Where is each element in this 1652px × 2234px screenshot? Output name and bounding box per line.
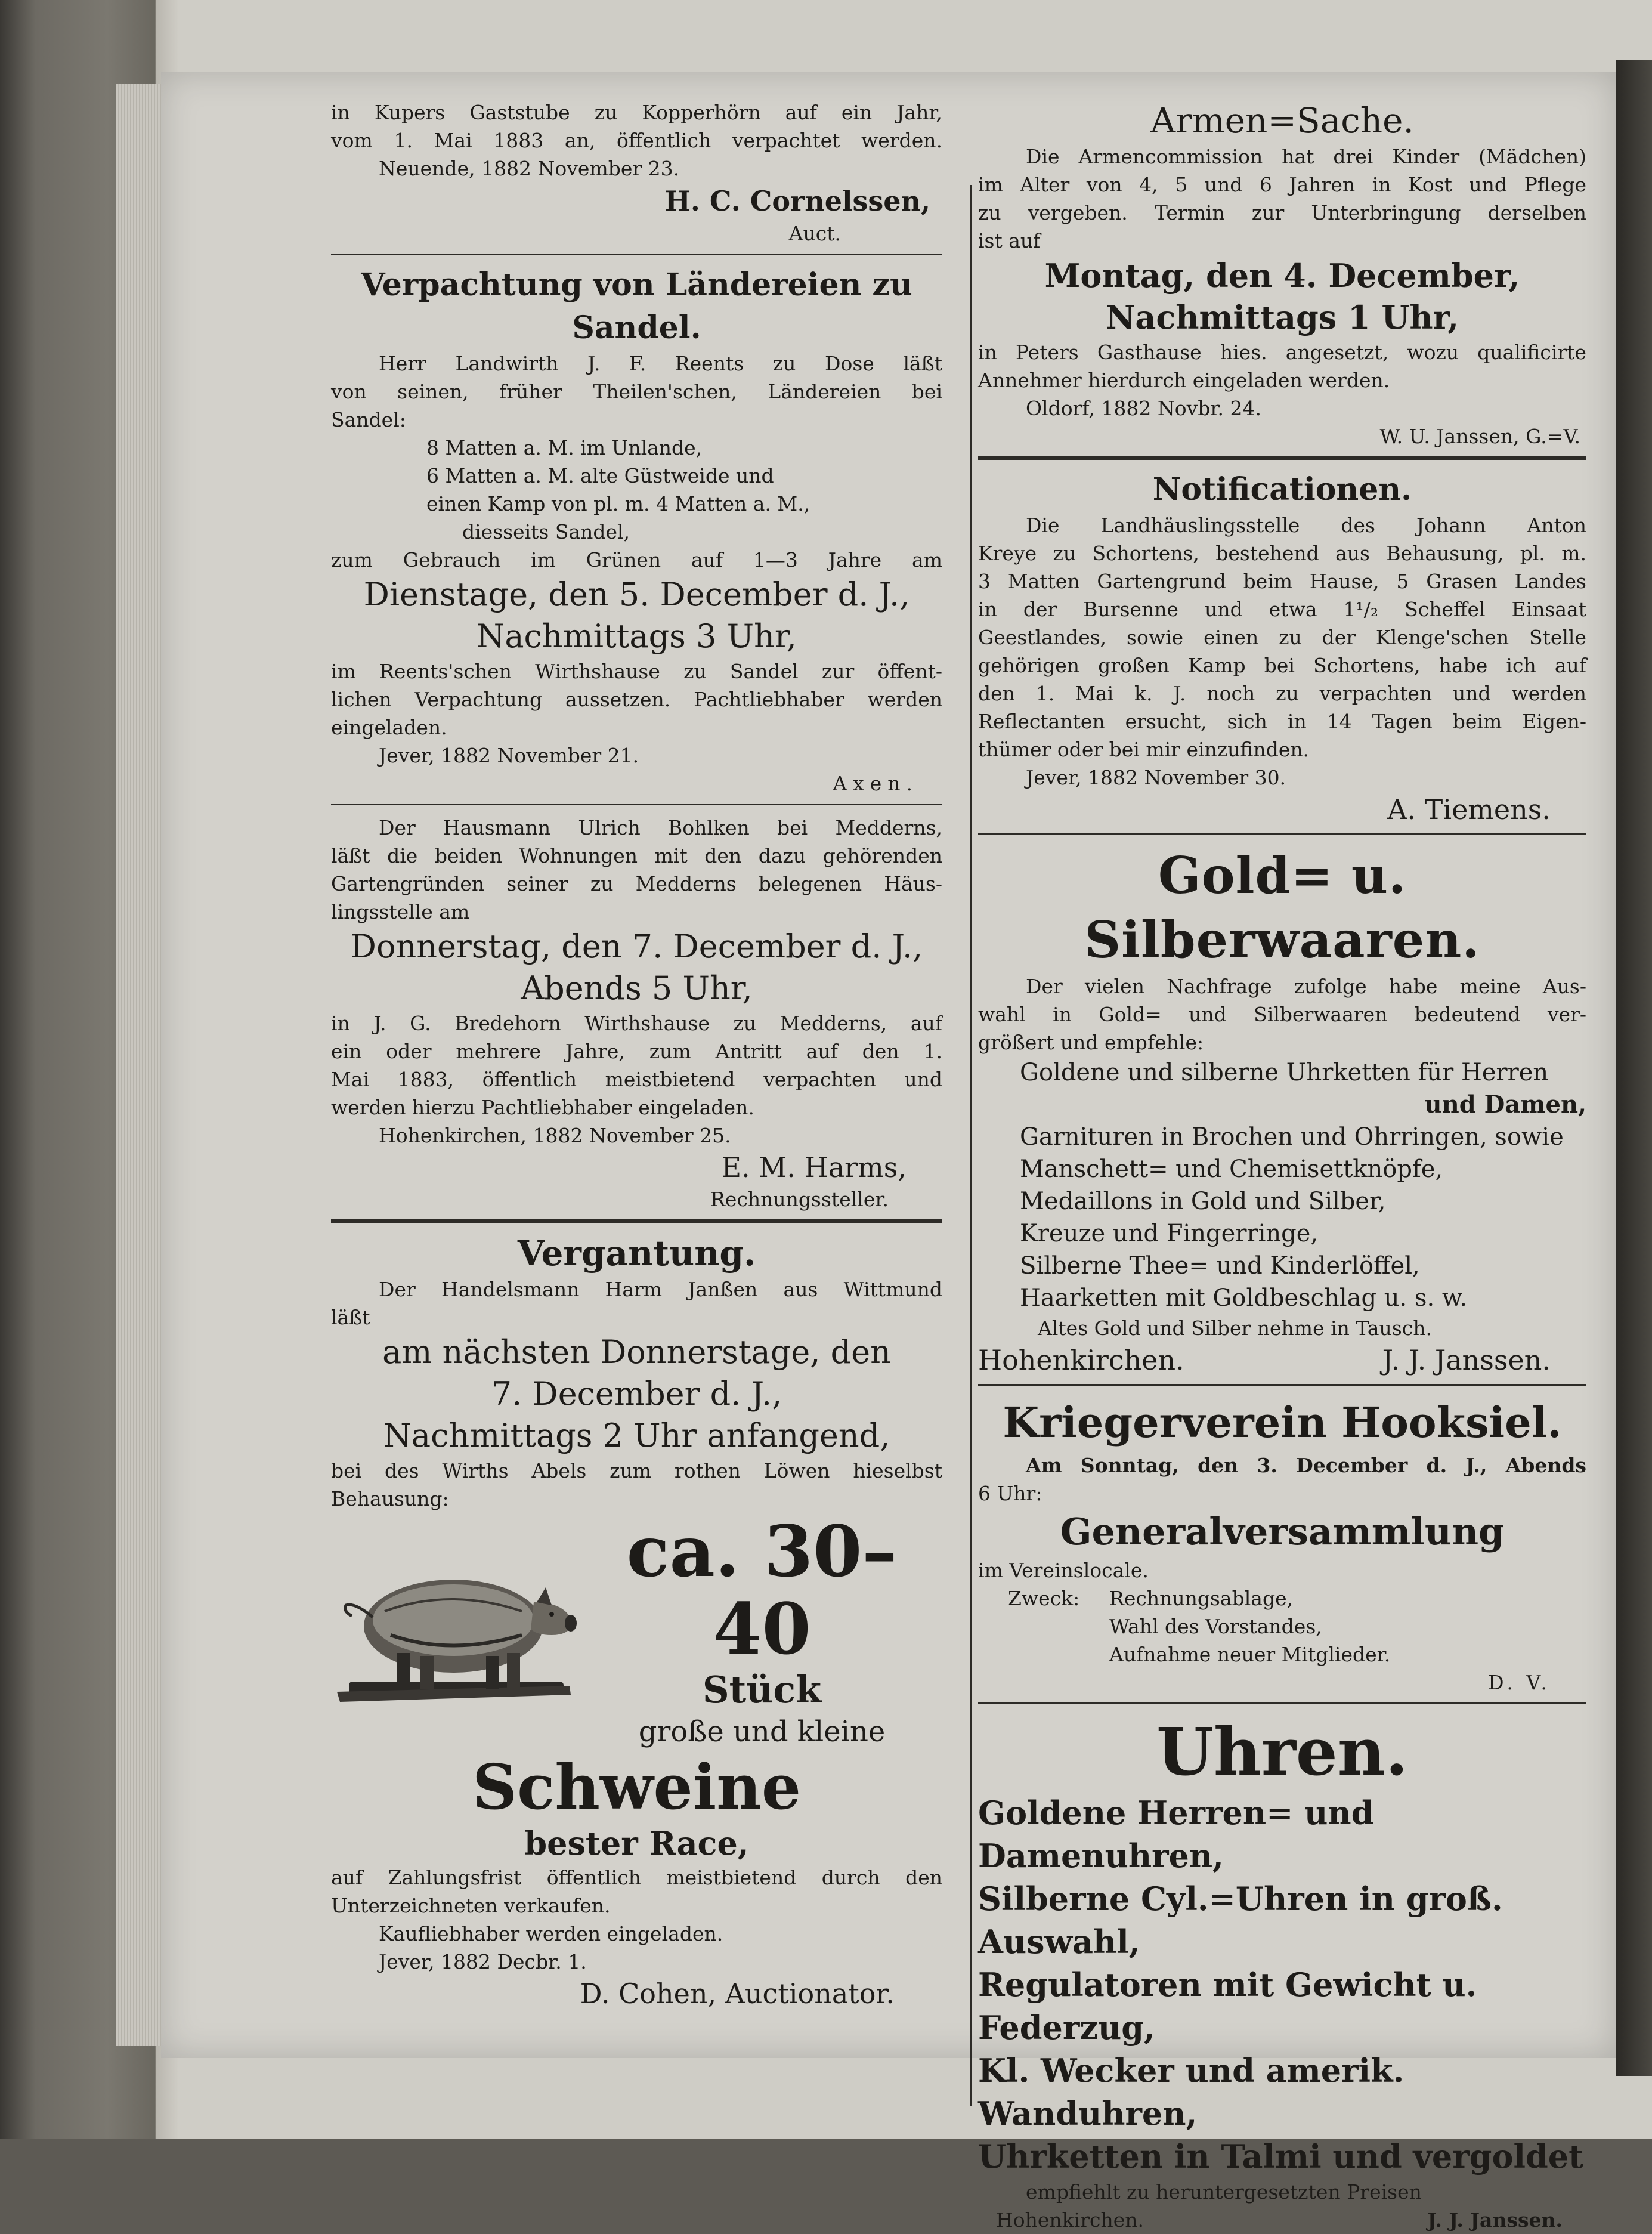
goods-heading: Schweine bbox=[472, 1750, 802, 1824]
text-line: lingsstelle am bbox=[331, 900, 470, 923]
event-time: Nachmittags 1 Uhr, bbox=[1105, 298, 1459, 336]
text-line: läßt bbox=[331, 1306, 370, 1329]
ad-divider bbox=[331, 804, 942, 805]
text-line: Silberne Cyl.=Uhren in groß. Auswahl, bbox=[978, 1880, 1503, 1961]
book-gutter bbox=[1616, 60, 1652, 2076]
ad-gold-silver bbox=[978, 843, 1586, 1378]
text-line: im Vereinslocale. bbox=[978, 1559, 1149, 1582]
size-label: große und kleine bbox=[638, 1715, 886, 1748]
pig-count-range: ca. 30–40 bbox=[626, 1510, 898, 1670]
text-line: thümer oder bei mir einzufinden. bbox=[978, 738, 1310, 761]
pig-offer bbox=[331, 1510, 942, 1751]
list-item: Wahl des Vorstandes, bbox=[1109, 1615, 1322, 1638]
place-date: Hohenkirchen, 1882 November 25. bbox=[379, 1124, 731, 1147]
text-line: Am Sonntag, den 3. December d. J., Abends bbox=[1026, 1454, 1586, 1477]
ad-title: Gold= u. Silberwaaren. bbox=[1084, 846, 1480, 969]
text-line: Annehmer hierdurch eingeladen werden. bbox=[978, 369, 1390, 392]
signature-role: Auct. bbox=[788, 222, 841, 245]
text-line: empfiehlt zu heruntergesetzten Preisen bbox=[1026, 2180, 1422, 2204]
list-item: und Damen, bbox=[1424, 1090, 1586, 1118]
event-date: Dienstage, den 5. December d. J., bbox=[363, 576, 910, 613]
text-line: Goldene Herren= und Damenuhren, bbox=[978, 1794, 1374, 1875]
list-item: Rechnungsablage, bbox=[1109, 1587, 1294, 1610]
ad-poor-relief bbox=[978, 98, 1586, 450]
list-item: Goldene und silberne Uhrketten für Herren bbox=[1020, 1059, 1549, 1086]
ad-title: Verpachtung von Ländereien zu Sandel. bbox=[361, 267, 912, 346]
text-line: Herr Landwirth J. F. Reents zu Dose läßt bbox=[379, 352, 942, 375]
text-line: von seinen, früher Theilen'schen, Ländereien bei bbox=[331, 380, 942, 403]
text-line: Der Handelsmann Harm Janßen aus Wittmund bbox=[379, 1278, 942, 1301]
signature: Axen. bbox=[833, 772, 918, 795]
ad-title: Vergantung. bbox=[517, 1233, 756, 1274]
ad-divider bbox=[978, 1702, 1586, 1704]
signature: J. J. Janssen. bbox=[1382, 1344, 1551, 1376]
text-line: in Kupers Gaststube zu Kopperhörn auf ein Jahr, bbox=[331, 101, 942, 124]
text-line: Kl. Wecker und amerik. Wanduhren, bbox=[978, 2051, 1404, 2133]
text-line: auf Zahlungsfrist öffentlich meistbietend durch den bbox=[331, 1866, 942, 1889]
ad-watches bbox=[978, 1713, 1586, 2234]
text-line: Die Landhäuslingsstelle des Johann Anton bbox=[1026, 514, 1586, 537]
text-line: im Alter von 4, 5 und 6 Jahren in Kost und Pflege bbox=[978, 173, 1586, 196]
text-line: eingeladen. bbox=[331, 716, 447, 739]
text-line: 6 Uhr: bbox=[978, 1482, 1042, 1505]
text-line: zu vergeben. Termin zur Unterbringung derselben bbox=[978, 201, 1586, 224]
text-line: Sandel: bbox=[331, 408, 406, 431]
event-date: Donnerstag, den 7. December d. J., bbox=[350, 928, 923, 965]
text-line: Unterzeichneten verkaufen. bbox=[331, 1894, 611, 1917]
place: Hohenkirchen. bbox=[996, 2208, 1144, 2232]
ad-title: Notificationen. bbox=[1152, 471, 1412, 508]
list-item: Aufnahme neuer Mitglieder. bbox=[1109, 1643, 1391, 1666]
text-line: in J. G. Bredehorn Wirthshause zu Medderns, auf bbox=[331, 1012, 942, 1035]
text-line: bei des Wirths Abels zum rothen Löwen hieselbst bbox=[331, 1459, 942, 1482]
ad-lease-medderns bbox=[331, 814, 942, 1213]
list-item: 8 Matten a. M. im Unlande, bbox=[426, 436, 703, 459]
ad-lease-kopperhoern bbox=[331, 98, 942, 248]
text-line: Behausung: bbox=[331, 1487, 449, 1510]
right-column bbox=[978, 98, 1586, 2234]
event-date: 7. December d. J., bbox=[491, 1375, 782, 1413]
signature: H. C. Cornelssen, bbox=[664, 185, 930, 217]
place-date: Jever, 1882 November 21. bbox=[379, 744, 639, 767]
event-date: am nächsten Donnerstage, den bbox=[382, 1333, 891, 1371]
ad-divider bbox=[331, 1219, 942, 1223]
pig-offer-text bbox=[581, 1510, 942, 1751]
list-item: Silberne Thee= und Kinderlöffel, bbox=[1020, 1252, 1420, 1280]
list-item: Kreuze und Fingerringe, bbox=[1020, 1220, 1319, 1247]
signature-role: Rechnungssteller. bbox=[710, 1188, 889, 1211]
ad-notifications bbox=[978, 468, 1586, 827]
list-item: diesseits Sandel, bbox=[462, 520, 630, 543]
event-time: Nachmittags 3 Uhr, bbox=[477, 617, 797, 655]
purpose-block bbox=[978, 1584, 1586, 1668]
purpose-label: Zweck: bbox=[1008, 1587, 1080, 1610]
event-date: Montag, den 4. December, bbox=[1044, 257, 1520, 295]
text-line: Reflectanten ersucht, sich in 14 Tagen beim Eigen- bbox=[978, 710, 1586, 733]
text-line: zum Gebrauch im Grünen auf 1—3 Jahre am bbox=[331, 548, 942, 571]
text-line: in Peters Gasthause hies. angesetzt, wozu qualificirte bbox=[978, 341, 1586, 364]
text-line: vom 1. Mai 1883 an, öffentlich verpachtet werden. bbox=[331, 129, 942, 152]
unit-label: Stück bbox=[702, 1668, 822, 1711]
list-item: Manschett= und Chemisettknöpfe, bbox=[1020, 1155, 1443, 1183]
place-date: Jever, 1882 Decbr. 1. bbox=[379, 1950, 587, 1973]
text-line: ist auf bbox=[978, 229, 1041, 252]
ad-pig-auction bbox=[331, 1231, 942, 2011]
place-date: Neuende, 1882 November 23. bbox=[379, 157, 680, 180]
signature: A. Tiemens. bbox=[1387, 793, 1551, 826]
text-line: Uhrketten in Talmi und vergoldet bbox=[978, 2137, 1584, 2176]
purpose-list bbox=[1109, 1584, 1390, 1668]
goods-quality: bester Race, bbox=[524, 1824, 749, 1862]
signature: D. V. bbox=[1488, 1671, 1551, 1694]
signature: W. U. Janssen, G.=V. bbox=[1379, 425, 1580, 448]
column-divider bbox=[970, 185, 972, 2106]
text-line: werden hierzu Pachtliebhaber eingeladen. bbox=[331, 1096, 754, 1119]
ad-title: Kriegerverein Hooksiel. bbox=[1003, 1398, 1562, 1447]
text-line: läßt die beiden Wohnungen mit den dazu gehörenden bbox=[331, 844, 942, 867]
text-line: Geestlandes, sowie einen zu der Klenge'schen Stelle bbox=[978, 626, 1586, 649]
place-date: Jever, 1882 November 30. bbox=[1026, 766, 1286, 789]
text-line: in der Bursenne und etwa 1¹/₂ Scheffel Einsaat bbox=[978, 598, 1586, 621]
text-line: Regulatoren mit Gewicht u. Federzug, bbox=[978, 1966, 1477, 2047]
ad-divider bbox=[978, 1384, 1586, 1386]
ad-divider bbox=[331, 254, 942, 255]
text-line: ein oder mehrere Jahre, zum Antritt auf den 1. bbox=[331, 1040, 942, 1063]
event-time: Nachmittags 2 Uhr anfangend, bbox=[383, 1417, 890, 1454]
text-line: Gartengründen seiner zu Medderns belegenen Häus- bbox=[331, 872, 942, 895]
list-item: 6 Matten a. M. alte Güstweide und bbox=[426, 464, 774, 487]
text-line: Altes Gold und Silber nehme in Tausch. bbox=[1038, 1317, 1432, 1340]
signature: E. M. Harms, bbox=[721, 1151, 907, 1184]
place-date: Oldorf, 1882 Novbr. 24. bbox=[1026, 397, 1261, 420]
text-line: gehörigen großen Kamp bei Schortens, habe ich auf bbox=[978, 654, 1586, 677]
list-item: Garnituren in Brochen und Ohrringen, sowie bbox=[1020, 1123, 1564, 1151]
list-item: Haarketten mit Goldbeschlag u. s. w. bbox=[1020, 1284, 1468, 1312]
text-line: wahl in Gold= und Silberwaaren bedeutend ver- bbox=[978, 1003, 1586, 1026]
event-time: Abends 5 Uhr, bbox=[521, 969, 753, 1007]
text-line: Der vielen Nachfrage zufolge habe meine Aus- bbox=[1026, 975, 1586, 998]
text-line: Kreye zu Schortens, bestehend aus Behausung, pl. m. bbox=[978, 542, 1586, 565]
ad-divider bbox=[978, 456, 1586, 460]
signature: D. Cohen, Auctionator. bbox=[580, 1977, 895, 2010]
ad-title: Armen=Sache. bbox=[1150, 100, 1414, 141]
ad-title: Uhren. bbox=[1156, 1713, 1409, 1790]
text-line: im Reents'schen Wirthshause zu Sandel zur öffent- bbox=[331, 660, 942, 683]
text-line: größert und empfehle: bbox=[978, 1031, 1204, 1054]
text-line: den 1. Mai k. J. noch zu verpachten und werden bbox=[978, 682, 1586, 705]
signature-row bbox=[978, 2206, 1586, 2234]
list-item: einen Kamp von pl. m. 4 Matten a. M., bbox=[426, 492, 810, 515]
ad-divider bbox=[978, 833, 1586, 835]
left-column bbox=[331, 98, 942, 2011]
place: Hohenkirchen. bbox=[978, 1344, 1184, 1376]
text-line: Mai 1883, öffentlich meistbietend verpachten und bbox=[331, 1068, 942, 1091]
signature: J. J. Janssen. bbox=[1427, 2208, 1563, 2232]
text-line: lichen Verpachtung aussetzen. Pachtliebhaber werden bbox=[331, 688, 942, 711]
signature-row bbox=[978, 1342, 1586, 1378]
text-line: Kaufliebhaber werden eingeladen. bbox=[379, 1922, 723, 1945]
list-item: Medaillons in Gold und Silber, bbox=[1020, 1188, 1386, 1215]
text-line: Der Hausmann Ulrich Bohlken bei Medderns, bbox=[379, 816, 942, 839]
ad-lease-sandel bbox=[331, 264, 942, 798]
ad-veterans-association bbox=[978, 1394, 1586, 1697]
text-line: Die Armencommission hat drei Kinder (Mädchen) bbox=[1026, 145, 1586, 168]
text-line: 3 Matten Gartengrund beim Hause, 5 Grasen Landes bbox=[978, 570, 1586, 593]
pig-woodcut-icon bbox=[331, 1546, 581, 1719]
event-name: Generalversammlung bbox=[1060, 1510, 1505, 1553]
